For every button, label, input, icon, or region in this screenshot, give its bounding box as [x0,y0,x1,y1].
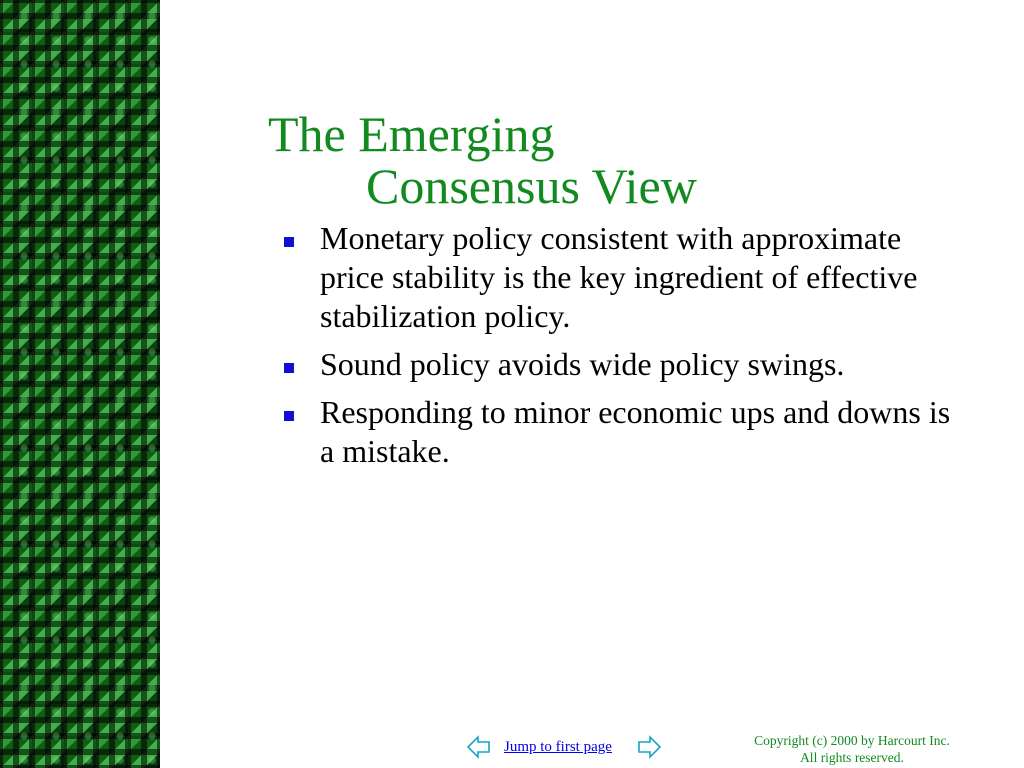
bullet-text: Sound policy avoids wide policy swings. [320,346,845,382]
square-bullet-icon [284,363,294,373]
square-bullet-icon [284,411,294,421]
square-bullet-icon [284,237,294,247]
slide-title [268,108,697,212]
copyright-line-2: All rights reserved. [800,750,904,765]
copyright-line-1: Copyright (c) 2000 by Harcourt Inc. [754,733,950,748]
bullet-text: Monetary policy consistent with approximate price stability is the key ingredient of effective stabilization policy. [320,220,918,334]
jump-to-first-page-link[interactable]: Jump to first page [504,738,612,755]
list-item [284,345,964,384]
footer-navigation [466,733,662,761]
decorative-sidebar-pattern [0,0,160,768]
title-line-1: The Emerging [268,106,555,162]
copyright-notice [720,732,984,766]
right-arrow-icon[interactable] [636,734,662,760]
bullet-list [284,219,964,480]
list-item [284,393,964,471]
bullet-text: Responding to minor economic ups and downs is a mistake. [320,394,951,469]
title-line-2: Consensus View [366,158,697,214]
list-item [284,219,964,336]
left-arrow-icon[interactable] [466,734,492,760]
